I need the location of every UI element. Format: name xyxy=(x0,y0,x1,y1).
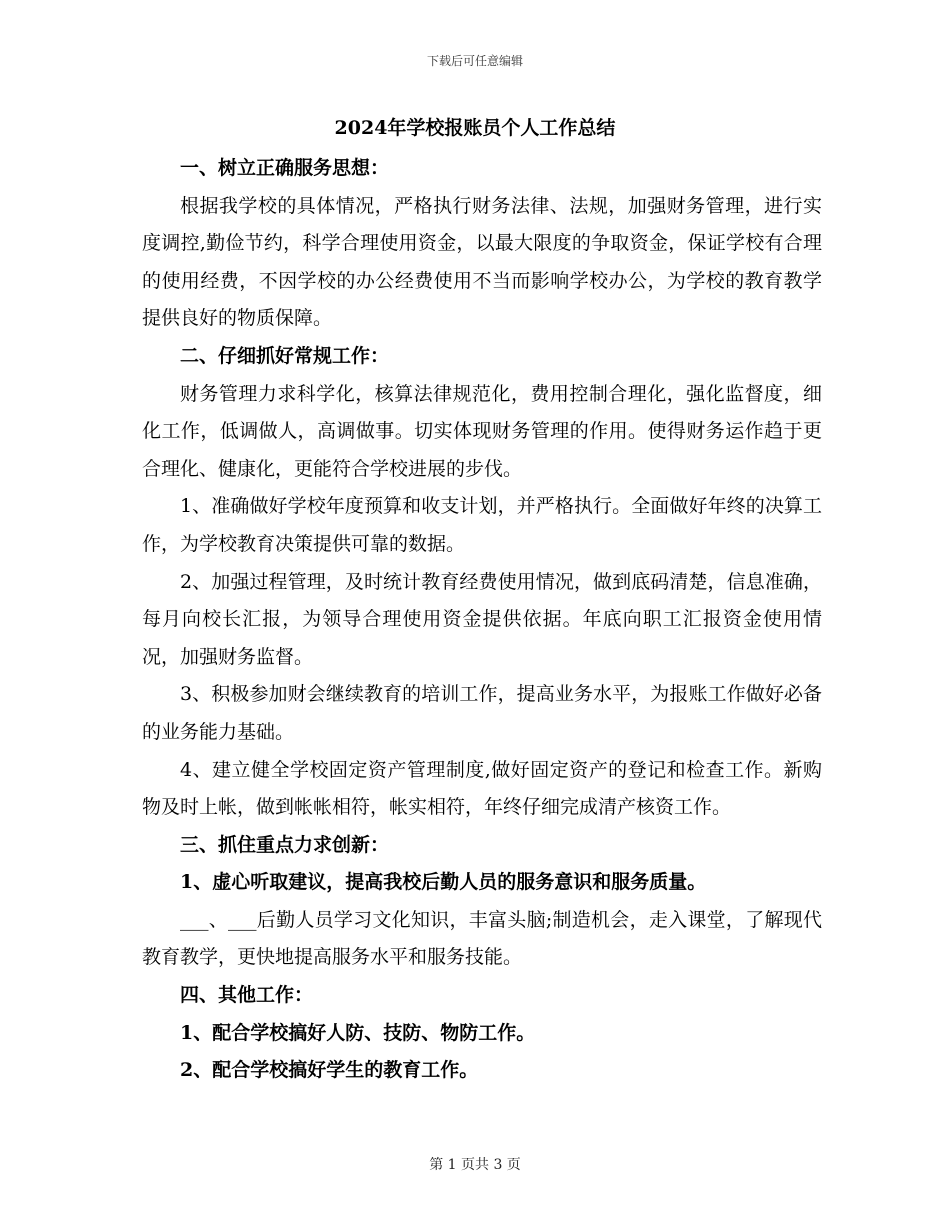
section-heading-3: 三、抓住重点力求创新： xyxy=(180,833,390,856)
list-item: 1、准确做好学校年度预算和收支计划，并严格执行。全面做好年终的决算工作，为学校教育决策提供可靠的数据。 xyxy=(142,495,822,555)
subheading: 1、配合学校搞好人防、技防、物防工作。 xyxy=(180,1021,536,1044)
document-title: 2024年学校报账员个人工作总结 xyxy=(334,117,616,139)
paragraph: 财务管理力求科学化，核算法律规范化，费用控制合理化，强化监督度，细化工作，低调做人，高调做事。切实体现财务管理的作用。使得财务运作趋于更合理化、健康化，更能符合学校进展的步伐。 xyxy=(142,382,822,480)
subheading: 1、虚心听取建议，提高我校后勤人员的服务意识和服务质量。 xyxy=(180,871,707,894)
page-header-note: 下载后可任意编辑 xyxy=(426,54,523,68)
subheading: 2、配合学校搞好学生的教育工作。 xyxy=(180,1059,479,1082)
list-item: 2、加强过程管理，及时统计教育经费使用情况，做到底码清楚，信息准确，每月向校长汇报，为领导合理使用资金提供依据。年底向职工汇报资金使用情况，加强财务监督。 xyxy=(142,570,822,668)
section-heading-1: 一、树立正确服务思想： xyxy=(180,157,390,179)
section-heading-2: 二、仔细抓好常规工作： xyxy=(180,344,390,367)
list-item: 4、建立健全学校固定资产管理制度,做好固定资产的登记和检查工作。新购物及时上帐，做到帐帐相符，帐实相符，年终仔细完成清产核资工作。 xyxy=(142,758,822,819)
paragraph: 根据我学校的具体情况，严格执行财务法律、法规，加强财务管理，进行实度调控,勤俭节约，科学合理使用资金，以最大限度的争取资金，保证学校有合理的使用经费，不因学校的办公经费使用不当而影响学校办公，为学校的教育教学提供良好的物质保障。 xyxy=(142,194,822,330)
section-heading-4: 四、其他工作： xyxy=(180,984,314,1007)
document-body xyxy=(142,150,822,1090)
paragraph: ___、___后勤人员学习文化知识，丰富头脑;制造机会，走入课堂，了解现代教育教学，更快地提高服务水平和服务技能。 xyxy=(142,908,822,969)
list-item: 3、积极参加财会继续教育的培训工作，提高业务水平，为报账工作做好必备的业务能力基础。 xyxy=(142,683,822,743)
page-number: 第 1 页共 3 页 xyxy=(429,1157,521,1173)
